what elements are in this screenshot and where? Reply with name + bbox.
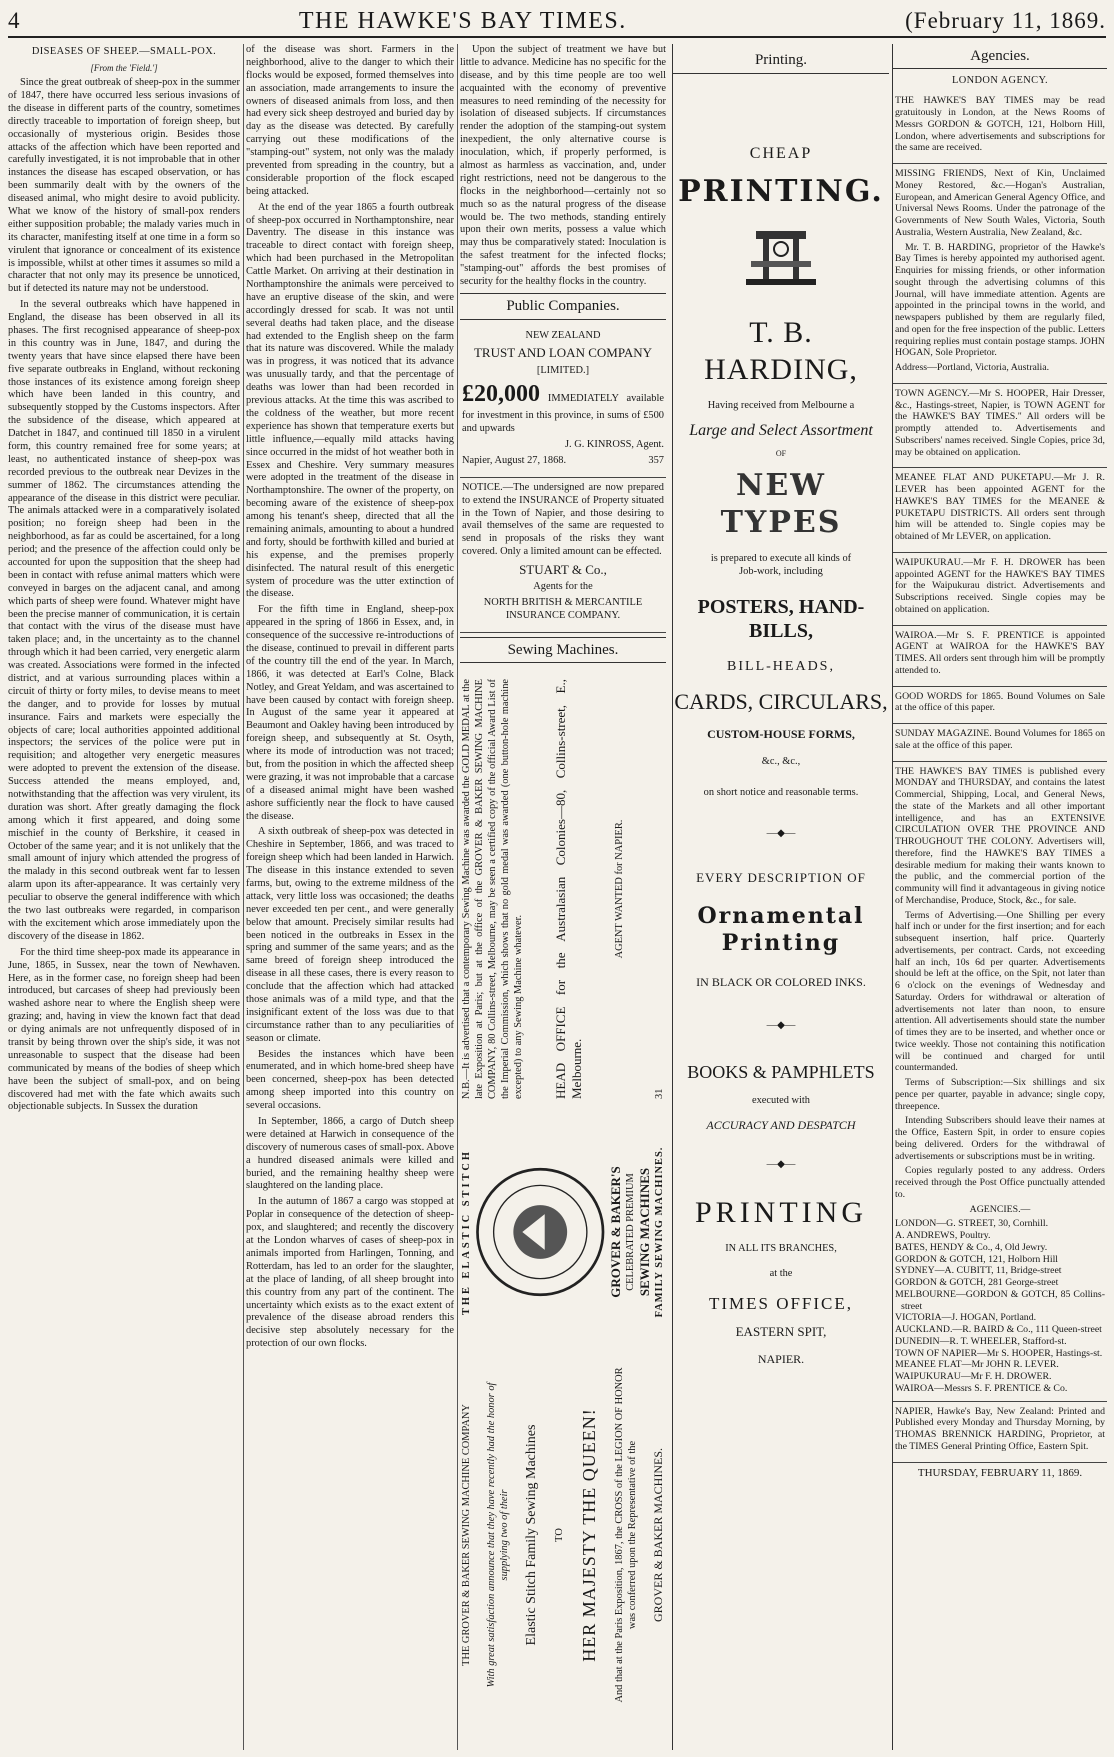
agent-entry: AUCKLAND.—R. BAIRD & Co., 111 Queen-street xyxy=(895,1324,1102,1336)
ornamental-text: Ornamental Printing xyxy=(697,902,865,956)
agent-entry: A. ANDREWS, Poultry. xyxy=(895,1230,991,1242)
seal-brand-text: GROVER & BAKER'S xyxy=(607,1166,623,1299)
nz-trust-body: IMMEDIATELY available for investment in this province, in sums of £500 and upwards xyxy=(462,393,664,435)
town-agency-ad xyxy=(893,384,1107,469)
nz-trust-agent: J. G. KINROSS, Agent. xyxy=(564,438,664,450)
cards-text: CARDS, CIRCULARS, xyxy=(674,688,888,714)
article-column-3 xyxy=(460,44,666,1750)
nz-trust-amount: £20,000 xyxy=(462,381,540,408)
agent-entry: LONDON—G. STREET, 30, Cornhill. xyxy=(895,1218,1049,1230)
waipukurau-agency-text: WAIPUKURAU.—Mr F. H. DROWER has been appointed AGENT for the HAWKE'S BAY TIMES for the Waipukurau district. Advertisements and Subscriptions received. Single copies may be obtained on application. xyxy=(895,556,1105,615)
sewing-announcement xyxy=(460,1365,666,1705)
good-words-ad xyxy=(893,687,1107,725)
london-agency-ad xyxy=(893,91,1107,164)
sewing-line2: With great satisfaction announce that they have recently had the honor of supplying two of their xyxy=(486,1383,511,1688)
article-paragraph: Upon the subject of treatment we have but little to advance. Medicine has no specific for the disease, and by this time people are too well acquainted with the economy of preventive measures to need reminding of the necessity for isolation of diseased subjects. If circumstances render the adoption of the stamping-out system inexpedient, the only alternative course is inoculation, which, if properly performed, is almost as harmless as vaccination, and, under right restrictions, need not be dangerous to the flocks in the neighborhood—certainly not so much so as the natural progress of the disease would be. The two methods, standing entirely upon their own merits, possess a value which may thus be comparatively stated: Inoculation is the safest treatment for the infected flocks; "stamping-out" affords the best promises of security for the healthy flocks in the country. xyxy=(460,44,666,288)
posters-text: POSTERS, HAND-BILLS, xyxy=(697,595,865,643)
agents-list xyxy=(895,1218,1105,1394)
meanee-agency-ad xyxy=(893,468,1107,553)
column-rule xyxy=(243,44,244,1750)
article-paragraph: For the third time sheep-pox made its appearance in June, 1865, in Sussex, near the town of Newhaven. Here, as in the former case, no foreign sheep had been introduced, but carcases of sheep had previously been washed ashore near to where the English sheep were grazing; and, having in view the known fact that dead or dying animals are not unfrequently disposed of in transit by being thrown over the ship's side, it was not unreasonable to suspect that the disease had been communicated by means of the bodies of sheep which have been the subject of small-pox, and on being discovered had met with the fate which awaits such objectionable subjects. In Sussex the duration xyxy=(8,946,240,1113)
article-paragraph: A sixth outbreak of sheep-pox was detected in Cheshire in September, 1866, and was traced to foreign sheep which had been landed in Harwich. The disease in this instance extended to seven farms, but, owing to the extreme mildness of the attack, very little loss was occasioned; the deaths never exceeded ten per cent., and were generally below that amount. Precisely similar results had been noticed in the outbreaks in Essex in the spring and summer of the same years; and as the same breed of foreign sheep introduced the disease in all these cases, there is every reason to conclude that the affection which had attacked those animals was of a mild type, and that the insignificant extent of the loss was due to that circumstance rather than to any peculiarities of season or climate. xyxy=(246,826,454,1044)
times-info-ad xyxy=(893,762,1107,1402)
printing-ad-column xyxy=(672,44,889,1750)
sewing-line7: GROVER & BAKER MACHINES. xyxy=(650,1448,665,1623)
town-agency-text: TOWN AGENCY.—Mr S. HOOPER, Hair Dresser, &c., Hastings-street, Napier, is TOWN AGENT for the HAWKE'S BAY TIMES." All orders will be promptly attended to. Advertisements and Subscribers' names received. Single Copies, price 3d, may be obtained on application. xyxy=(895,387,1105,458)
sunday-magazine-text: SUNDAY MAGAZINE. Bound Volumes for 1865 on sale at the office of this paper. xyxy=(895,728,1105,751)
nz-trust-title2: TRUST AND LOAN COMPANY xyxy=(473,345,653,361)
newspaper-title: THE HAWKE'S BAY TIMES. xyxy=(298,7,627,34)
sewing-line6: And that at the Paris Exposition, 1867, the CROSS of the LEGION OF HONOR was conferred upon the Representative of the xyxy=(613,1367,638,1703)
insurance-firm: STUART & Co., xyxy=(519,562,607,578)
sewing-line3: Elastic Stitch Family Sewing Machines xyxy=(524,1425,540,1646)
seal-mid-text: CELEBRATED PREMIUM xyxy=(624,1173,636,1292)
sewing-seal-block xyxy=(460,1107,666,1357)
executed-text: executed with xyxy=(752,1095,810,1107)
nz-trust-date: Napier, August 27, 1868. xyxy=(462,454,567,466)
nz-trust-number: 357 xyxy=(648,454,664,466)
sewing-nb: N.B.—It is advertised that a contemporary Sewing Machine was awarded the GOLD MEDAL at the late Exposition at Paris; but at the office of the GROVER & BAKER SEWING MACHINE COMPANY, 80 Collins-street, Melbourne, may be seen a certified copy of the official Award List of the Imperial Commission, which shows that no gold medal was awarded (one button-hole machine excepted) to any Sewing Machine whatever. xyxy=(461,679,524,1100)
billheads-text: BILL-HEADS, xyxy=(727,659,835,675)
agent-entry: SYDNEY—A. CUBITT, 11, Bridge-street xyxy=(895,1265,1062,1277)
cheap-text: CHEAP xyxy=(749,144,813,162)
sunday-magazine-ad xyxy=(893,724,1107,762)
nz-trust-ad xyxy=(460,326,666,478)
good-words-text: GOOD WORDS for 1865. Bound Volumes on Sale at the office of this paper. xyxy=(895,690,1105,714)
agent-entry: BATES, HENDY & Co., 4, Old Jewry. xyxy=(895,1241,1048,1253)
sewing-office: HEAD OFFICE for the Australasian Colonies—80, Collins-street, E., Melbourne. xyxy=(552,679,584,1100)
agencies-heading: Agencies. xyxy=(893,44,1107,69)
page-number: 4 xyxy=(8,8,21,33)
article-paragraph: In September, 1866, a cargo of Dutch sheep were detained at Harwich in consequence of the discovery of numerous cases of small-pox. Above a hundred diseased animals were killed and buried, and the remaining healthy sheep were slaughtered on the landing place. xyxy=(246,1116,454,1192)
sewing-line5: HER MAJESTY THE QUEEN! xyxy=(579,1408,600,1663)
seal-top-text: THE ELASTIC STITCH xyxy=(461,1149,472,1316)
colored-text: IN BLACK OR COLORED INKS. xyxy=(696,975,866,990)
prepared-text: is prepared to execute all kinds of xyxy=(710,552,852,564)
etc-text: &c., &c., xyxy=(761,755,801,767)
printing2-text: PRINTING xyxy=(695,1195,867,1229)
times-info-text: THE HAWKE'S BAY TIMES is published every MONDAY and THURSDAY, and contains the latest Commercial, Shipping, Local, and General News, the state of the Markets and all other important intelligence, and has an EXTENSIVE CIRCULATION OVER THE PROVINCE AND THROUGHOUT THE COLONY. Advertisers will, therefore, find the HAWKE'S BAY TIMES a desirable medium for making their wants known to the public, and the commercial portion of the community will find it advantageous in giving notice of Merchandise, Produce, Stock, &c., for sale. xyxy=(895,765,1105,906)
printing-heading: Printing. xyxy=(673,48,889,74)
every-text: EVERY DESCRIPTION OF xyxy=(696,870,866,886)
ornament-divider: —◆— xyxy=(766,1158,796,1170)
agent-entry: WAIROA—Messrs S. F. PRENTICE & Co. xyxy=(895,1382,1068,1394)
terms-text: on short notice and reasonable terms. xyxy=(703,786,859,798)
wairoa-agency-text: WAIROA.—Mr S. F. PRENTICE is appointed AGENT at WAIROA for the HAWKE'S BAY TIMES. All orders sent through him will be promptly attended to. xyxy=(895,629,1105,676)
imprint-ad xyxy=(893,1402,1107,1463)
imprint-text: NAPIER, Hawke's Bay, New Zealand: Printed and Published every Monday and Thursday Morning, by THOMAS BRENNICK HARDING, Proprietor, at the TIMES General Printing Office, Eastern Spit. xyxy=(895,1405,1105,1452)
sewing-line1: THE GROVER & BAKER SEWING MACHINE COMPANY xyxy=(461,1404,472,1667)
issue-date: (February 11, 1869. xyxy=(905,8,1106,33)
public-companies-heading: Public Companies. xyxy=(460,293,666,320)
assortment-text: Large and Select Assortment xyxy=(689,421,873,439)
ornament-divider: —◆— xyxy=(766,1019,796,1031)
insurance-company: NORTH BRITISH & MERCANTILE INSURANCE COMPANY. xyxy=(483,597,643,621)
insurance-notice-ad xyxy=(460,478,666,633)
article-source: [From the 'Field.'] xyxy=(90,62,158,73)
meanee-agency-text: MEANEE FLAT AND PUKETAPU.—Mr J. R. LEVER has been appointed AGENT for the HAWKE'S BAY TIMES for the MEANEE & PUKETAPU DISTRICTS. All orders sent through him will be attended to. Single copies may be obtained of Mr LEVER, on application. xyxy=(895,472,1105,543)
waipukurau-agency-ad xyxy=(893,553,1107,626)
accuracy-text: ACCURACY AND DESPATCH xyxy=(706,1118,856,1133)
insurance-notice-body: NOTICE.—The undersigned are now prepared to extend the INSURANCE of Property situated in the Town of Napier, and those desiring to avail themselves of the same are requested to send in proposals of the risks they want covered. Only a limited amount can be effected. xyxy=(462,481,664,558)
sewing-line4: TO xyxy=(553,1528,565,1543)
london-agency-heading: LONDON AGENCY. xyxy=(951,75,1049,86)
agent-entry: GORDON & GOTCH, 281 George-street xyxy=(895,1277,1059,1289)
article-paragraph: For the fifth time in England, sheep-pox appeared in the spring of 1866 in Essex, and, in consequence of the successive re-introductions of the disease, continued to prevail in different parts of the country till the end of the year. In March, 1866, it was detected at Earl's Colne, Black Notley, and Great Yeldam, and was ascertained to have been caused by contact with foreign sheep. In August of the same year it appeared at Beaumont and Oakley having been introduced by foreign sheep, and subsequently at St. Osyth, where its mode of introduction was not traced; but, from the position in which the affected sheep were grazing, it was not improbable that a carcase of a diseased animal might have been washed ashore sufficiently near the flock to have caused the disease. xyxy=(246,604,454,822)
article-title: DISEASES OF SHEEP.—SMALL-POX. xyxy=(31,46,217,57)
wairoa-agency-ad xyxy=(893,626,1107,687)
article-paragraph: Besides the instances which have been enumerated, and in which home-bred sheep have been concerned, sheep-pox has been detected among sheep imported into this country on several occasions. xyxy=(246,1048,454,1112)
agencies-list-heading: AGENCIES.— xyxy=(969,1203,1031,1215)
article-paragraph: In the autumn of 1867 a cargo was stopped at Poplar in consequence of the detection of sheep-pox, and slaughtered; and recently the discovery at the London wharves of cases of sheep-pox in animals imported from Harlingen, Tonning, and Rotterdam, has led to an order for the slaughter, at the place of landing, of all sheep brought into this country from any part of the continent. The uncertainty which exists as to the exact extent of prevalence of the disease abroad renders this decisive step absolutely necessary for the protection of our own flocks. xyxy=(246,1196,454,1350)
agent-entry: MELBOURNE—GORDON & GOTCH, 85 Collins-street xyxy=(895,1288,1105,1312)
agent-entry: WAIPUKURAU—Mr F. H. DROWER. xyxy=(895,1371,1052,1383)
agent-entry: GORDON & GOTCH, 121, Holborn Hill xyxy=(895,1253,1059,1265)
london-agency-text: THE HAWKE'S BAY TIMES may be read gratuitously in London, at the News Rooms of Messrs GORDON & GOTCH, 121, Holborn Hill, London, where advertisements and subscriptions for the same are received. xyxy=(895,95,1105,154)
sewing-rotated-content xyxy=(460,669,666,1705)
received-text: Having received from Melbourne a xyxy=(707,399,855,411)
job-text: Job-work, including xyxy=(739,565,823,577)
missing-friends-text2: Mr. T. B. HARDING, proprietor of the Hawke's Bay Times is hereby appointed my authorised agent. Enquiries for missing friends, or other information sought through the advertising columns of this Journal, will have immediate attention. Agents are appointed in the principal towns in the world, and newspapers published by them are regularly filed, and open for the free inspection of the public. Letters requiring replies must contain postage stamps. JOHN HOGAN, Sole Proprietor. xyxy=(895,241,1105,359)
seal-bottom-text: FAMILY SEWING MACHINES. xyxy=(654,1147,665,1318)
of-text: OF xyxy=(775,448,787,458)
office-text: TIMES OFFICE, xyxy=(708,1293,854,1313)
article-paragraph: of the disease was short. Farmers in the neighborhood, alive to the danger to which their flocks would be exposed, formed themselves into an association, made arrangements to insure the owners of diseased animals from loss, and then had every sick sheep destroyed and buried day by day as the disease was detected. By carefully carrying out these modifications of the "stamping-out" system, not only was the malady prevented from spreading in the country, but a considerable proportion of the flock escaped being attacked. xyxy=(246,44,454,197)
insurance-agents: Agents for the xyxy=(533,581,593,593)
sewing-number: 31 xyxy=(654,1089,665,1100)
printing-press-icon xyxy=(741,221,821,291)
napier-text: NAPIER. xyxy=(757,1351,805,1366)
new-types-text: NEW TYPES xyxy=(720,467,842,540)
agencies-column xyxy=(892,44,1107,1750)
ornament-divider: —◆— xyxy=(766,827,796,839)
sewing-nb-block xyxy=(460,679,666,1099)
subscription-terms: Terms of Subscription:—Six shillings and six pence per quarter, payable in advance; single copy, threepence. xyxy=(895,1077,1105,1112)
sewing-machines-heading: Sewing Machines. xyxy=(460,637,666,664)
at-the-text: at the xyxy=(769,1267,793,1279)
missing-friends-address: Address—Portland, Victoria, Australia. xyxy=(895,362,1050,374)
sewing-agent: AGENT WANTED for NAPIER. xyxy=(613,820,625,959)
advertising-terms: Terms of Advertising.—One Shilling per every half inch or under for the first insertion; and for each subsequent insertion, half price. Quarterly advertisements, per contract. Cards, not exceeding half an inch, 10s 6d per quarter. Advertisements should be left at the office, on the Spit, not later than 6 o'clock on the evenings of Wednesday and Saturday. Orders for withdrawal or alteration of advertisements not later than noon, to ensure attention. All advertisements should state the number of times they are to be inserted, and whether once or twice weekly. Those not containing this notification will be continued and charged for until countermanded. xyxy=(895,909,1105,1074)
custom-text: CUSTOM-HOUSE FORMS, xyxy=(707,726,855,741)
copies-posted: Copies regularly posted to any address. Orders received through the Post Office punctually attended to. xyxy=(895,1165,1105,1200)
printing-big-text: PRINTING. xyxy=(678,174,884,210)
missing-friends-ad xyxy=(893,164,1107,384)
agent-entry: MEANEE FLAT—Mr JOHN R. LEVER. xyxy=(895,1359,1059,1371)
sewing-machine-ad xyxy=(460,669,666,1709)
grover-baker-seal-icon xyxy=(473,1157,608,1307)
seal-product-text: SEWING MACHINES xyxy=(636,1168,652,1297)
nz-trust-limited: [LIMITED.] xyxy=(536,364,590,376)
branches-text: IN ALL ITS BRANCHES, xyxy=(725,1242,837,1254)
books-text: BOOKS & PAMPHLETS xyxy=(687,1061,875,1082)
agent-entry: VICTORIA—J. HOGAN, Portland. xyxy=(895,1312,1037,1324)
missing-friends-text: MISSING FRIENDS, Next of Kin, Unclaimed Money Restored, &c.—Hogan's Australian, European, and American General Agency Office, and Universal News Rooms. Under the patronage of the Governments of New South Wales, Victoria, South Australia, Western Australia, New Zealand, &c. xyxy=(895,168,1105,238)
agent-entry: DUNEDIN—R. T. WHEELER, Stafford-st. xyxy=(895,1335,1067,1347)
article-paragraph: At the end of the year 1865 a fourth outbreak of sheep-pox occurred in Northamptonshire, near Daventry. The disease in this instance was traceable to direct contact with foreign sheep, which had been purchased in the Metropolitan Cattle Market. On arriving at their destination in Northamptonshire the animals were perceived to have an eruptive disease of the skin, and were accordingly dressed for scab. It was not until several deaths had taken place, and the disease had extended to the English sheep on the farm that its nature was discovered. While the malady was in progress, it was noticed that its advance was unusually tardy, and that the percentage of deaths was lower than had been recorded in previous attacks. At the time this was ascribed to the coldness of the weather, but more recent experience has shown that temperature exerts but little influence,—equally mild attacks having since occurred in the midst of hot weather both in Essex and Cheshire. Very summary measures were adopted in the treatment of the disease in Northamptonshire. The owner of the property, on becoming aware of the existence of sheep-pox among his tenant's sheep, directed that all the remaining animals, amounting to about a hundred and forty, should be forthwith killed and buried at his expense, and the premises properly disinfected. The natural result of this energetic system of procedure was the utter extinction of the disease. xyxy=(246,201,454,600)
article-column-1 xyxy=(8,44,240,1750)
spit-text: EASTERN SPIT, xyxy=(735,1323,827,1339)
article-paragraph: In the several outbreaks which have happened in England, the disease has been observed in all its phases. The first recognised appearance of sheep-pox in this country was in June, 1847, and during the twenty years that have since elapsed there have been five separate outbreaks in England, without reckoning those instances of its existence among foreign sheep which have been landed in this country, and subsequently stopped by the Customs inspectors. After the subsidence of the disease, which appeared at Datchet in 1847, and continued till 1850 in a virulent form, this country remained free for some years; at least, no authenticated instance of sheep-pox was recorded previous to the outbreak near Devizes in the summer of 1862. The circumstances attending the appearance of the disease in this district were peculiar. The animals attacked were in a comparatively isolated position; no foreign sheep had been in the neighborhood, as far as could be ascertained, for a long period; and the presence of the affection could only be accounted for upon the supposition that the sheep had been in contact with refuse animal matters which were conveyed in barges on the adjacent canal, and among which parts of sheep were found. Whatever might have been the precise manner of communication, it is certain that contact with the virus of the disease must have taken place; and, in the uncertainty as to the channel through which it had been carried, very energetic alarm was created. Associations were formed in the infected district, and at various surrounding places within a circuit of thirty or forty miles, to devise means to meet the danger, and to provide for losses by mutual insurance. Fairs and markets were especially the objects of care; local authorities appointed additional inspectors; the services of the police were put in requisition; and altogether very energetic measures were adopted to prevent the extension of the disease. Success attended the means employed, and, notwithstanding that the affection was very virulent, its duration was short. After greatly damaging the flock among which it first appeared, and doing some mischief in the county of Berkshire, it ceased in October of the same year; and it is not unlikely that the small amount of injury which attended the progress of the malady in this second outbreak went far to lessen alarm upon its after-appearance. It was certainly very peculiar to observe the general indifference with which the two last outbreaks were regarded, in comparison with the excitement which arose immediately upon the discovery of the disease in 1862. xyxy=(8,299,240,942)
article-paragraph: Since the great outbreak of sheep-pox in the summer of 1847, there have occurred less serious invasions of the disease in different parts of the country, sometimes directly traceable to importation of foreign sheep, but occasionally of mysterious origin. Besides those attacks of the affection which have been reported and carefully investigated, it is not improbable that in other instances the disease has escaped observation, or has been summarily dealt with by the owners of the diseased animal, who might desire to avoid publicity. What we know of the history of small-pox renders either supposition probable; the malady varies much in its character, manifesting itself at one time in a form so virulent that ignorance or concealment of its existence is impossible, whilst at other times it assumes so mild a character that not only may its presence be unnoticed, but if detected its nature may not be understood. xyxy=(8,77,240,295)
masthead xyxy=(8,6,1106,38)
agent-entry: TOWN OF NAPIER—Mr S. HOOPER, Hastings-st. xyxy=(895,1347,1103,1359)
nz-trust-title1: NEW ZEALAND xyxy=(525,329,601,341)
column-rule xyxy=(457,44,458,1750)
footer-date: THURSDAY, FEBRUARY 11, 1869. xyxy=(917,1466,1083,1479)
intending-subscribers: Intending Subscribers should leave their names at the Office, Eastern Spit, in order to ensure copies being delivered. Orders for the withdrawal of advertisements or subscriptions must be in writing. xyxy=(895,1115,1105,1162)
harding-name: T. B. HARDING, xyxy=(704,315,858,386)
article-column-2 xyxy=(246,44,454,1750)
